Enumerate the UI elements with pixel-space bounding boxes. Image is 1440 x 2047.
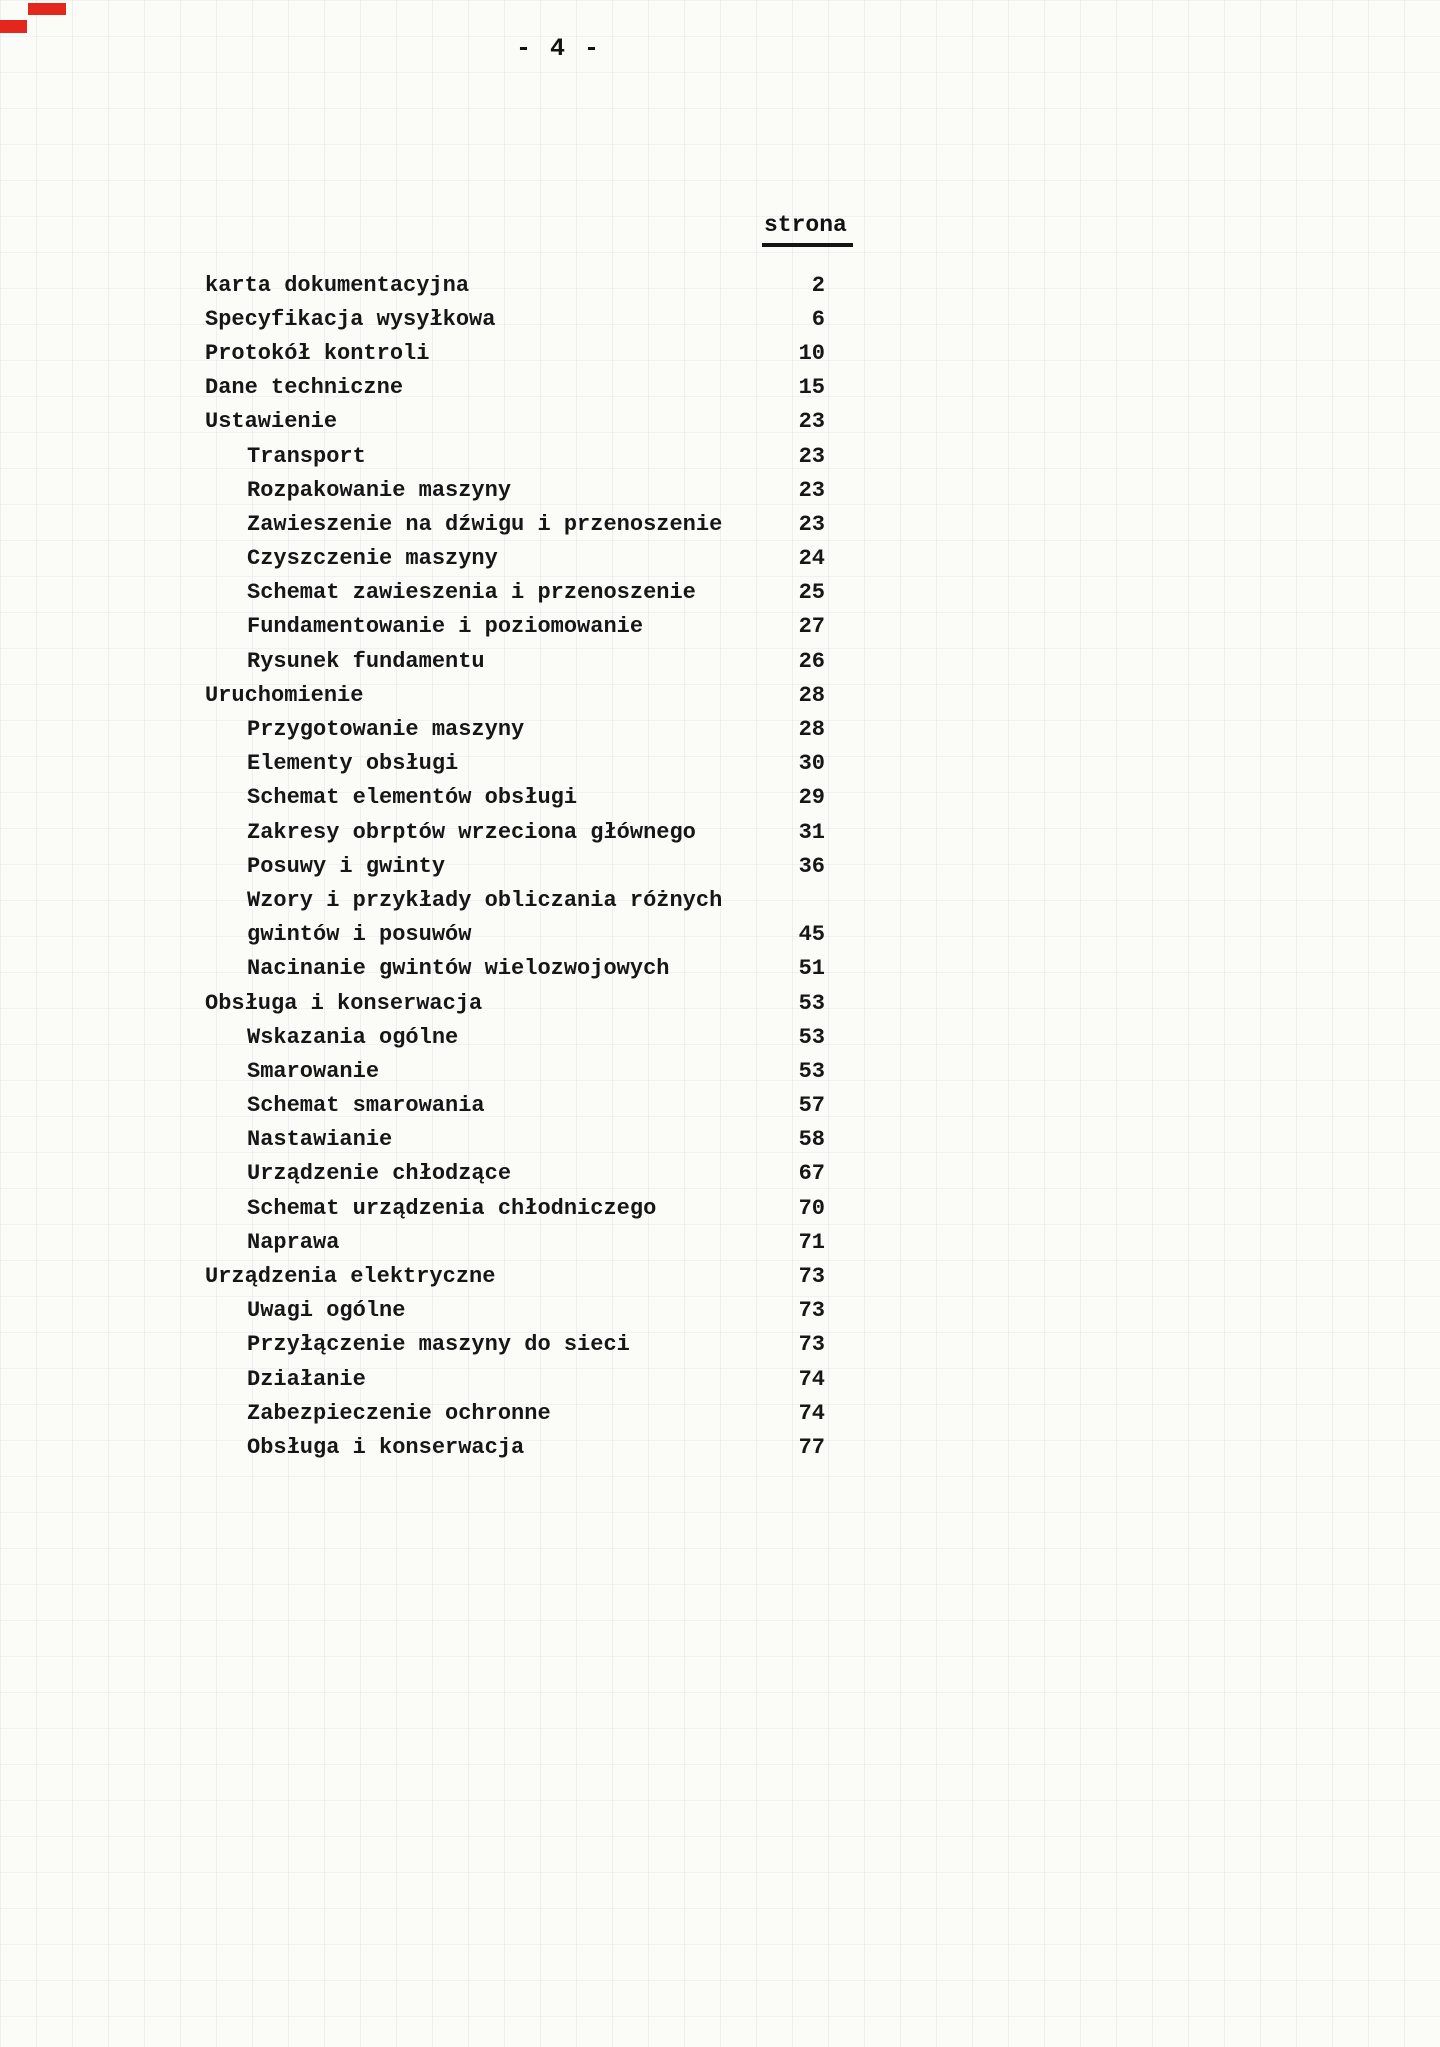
toc-entry (205, 747, 825, 781)
toc-entry (205, 1157, 825, 1191)
toc-entry-page: 15 (798, 375, 825, 401)
toc-entry-label: Rozpakowanie maszyny (247, 477, 512, 503)
toc-entry-label: Rysunek fundamentu (247, 648, 485, 674)
toc-entry-page: 29 (798, 785, 825, 811)
toc-entry (205, 1430, 825, 1464)
toc-entry (205, 1328, 825, 1362)
toc-entry-label: Urządzenie chłodzące (247, 1161, 512, 1187)
toc-entry-label: Specyfikacja wysyłkowa (205, 306, 496, 332)
toc-entry-page: 23 (798, 443, 825, 469)
toc-entry-page: 2 (811, 272, 825, 298)
toc-entry-label: Uwagi ogólne (247, 1298, 406, 1324)
toc-entry-label: gwintów i posuwów (247, 922, 472, 948)
toc-entry-label: Zakresy obrptów wrzeciona głównego (247, 819, 696, 845)
toc-entry-label: Działanie (247, 1366, 366, 1392)
toc-entry-label: Smarowanie (247, 1058, 380, 1084)
toc-entry-page: 27 (798, 614, 825, 640)
toc-entry-label: Wskazania ogólne (247, 1024, 459, 1050)
page-number-header: - 4 - (516, 34, 602, 63)
toc-entry-page: 28 (798, 682, 825, 708)
toc-entry-page: 70 (798, 1195, 825, 1221)
toc-entry-label: Fundamentowanie i poziomowanie (247, 614, 644, 640)
toc-entry (205, 986, 825, 1020)
toc-entry-page: 74 (798, 1366, 825, 1392)
toc-entry (205, 576, 825, 610)
toc-entry-page: 23 (798, 477, 825, 503)
toc-entry (205, 405, 825, 439)
toc-entry (205, 542, 825, 576)
toc-entry-page: 25 (798, 580, 825, 606)
toc-entry-page: 45 (798, 922, 825, 948)
toc-entry (205, 1020, 825, 1054)
toc-entry-page: 74 (798, 1400, 825, 1426)
toc-entry (205, 1225, 825, 1259)
toc-entry (205, 952, 825, 986)
toc-entry-label: Posuwy i gwinty (247, 853, 446, 879)
toc-entry-label: Schemat smarowania (247, 1093, 485, 1119)
toc-entry-label: Elementy obsługi (247, 751, 459, 777)
toc-entry-page: 73 (798, 1332, 825, 1358)
toc-entry (205, 439, 825, 473)
toc-column-header-strona: strona (762, 212, 853, 247)
toc-entry-label: Naprawa (247, 1229, 340, 1255)
toc-entry (205, 610, 825, 644)
toc-entry (205, 644, 825, 678)
toc-entry-page: 53 (798, 990, 825, 1016)
toc-entry (205, 1362, 825, 1396)
toc-entry-page: 23 (798, 511, 825, 537)
toc-entry-page: 53 (798, 1024, 825, 1050)
toc-entry (205, 678, 825, 712)
toc-entry (205, 712, 825, 746)
toc-entry (205, 371, 825, 405)
toc-entry-page: 71 (798, 1229, 825, 1255)
toc-entry-label: Schemat elementów obsługi (247, 785, 578, 811)
toc-entry (205, 1089, 825, 1123)
toc-entry-label: Ustawienie (205, 409, 338, 435)
toc-list (205, 268, 825, 1465)
toc-entry-page: 24 (798, 546, 825, 572)
toc-entry-label: karta dokumentacyjna (205, 272, 470, 298)
toc-entry-page: 57 (798, 1093, 825, 1119)
toc-entry (205, 1054, 825, 1088)
toc-entry-page: 10 (798, 340, 825, 366)
toc-entry-label: Transport (247, 443, 366, 469)
toc-entry-label: Dane techniczne (205, 375, 404, 401)
toc-entry-page: 53 (798, 1058, 825, 1084)
toc-entry-label: Urządzenia elektryczne (205, 1264, 496, 1290)
toc-entry (205, 507, 825, 541)
toc-entry-page: 28 (798, 717, 825, 743)
toc-entry (205, 781, 825, 815)
toc-entry (205, 302, 825, 336)
toc-entry (205, 883, 825, 917)
toc-entry-page: 6 (811, 306, 825, 332)
toc-entry-label: Obsługa i konserwacja (247, 1434, 525, 1460)
toc-entry-label: Uruchomienie (205, 682, 364, 708)
toc-entry-label: Czyszczenie maszyny (247, 546, 498, 572)
red-scan-mark-top (28, 3, 66, 15)
toc-entry (205, 918, 825, 952)
toc-entry (205, 1396, 825, 1430)
toc-entry (205, 1191, 825, 1225)
toc-entry (205, 1259, 825, 1293)
toc-entry-label: Obsługa i konserwacja (205, 990, 483, 1016)
toc-entry-page: 26 (798, 648, 825, 674)
toc-entry (205, 336, 825, 370)
toc-entry-label: Schemat urządzenia chłodniczego (247, 1195, 657, 1221)
toc-entry-label: Protokół kontroli (205, 340, 430, 366)
toc-entry-page: 73 (798, 1264, 825, 1290)
toc-entry-page: 58 (798, 1127, 825, 1153)
toc-entry-page: 77 (798, 1434, 825, 1460)
toc-entry-page: 51 (798, 956, 825, 982)
toc-entry (205, 1294, 825, 1328)
toc-entry-label: Przygotowanie maszyny (247, 717, 525, 743)
toc-entry (205, 815, 825, 849)
toc-entry-label: Wzory i przykłady obliczania różnych (247, 887, 723, 913)
toc-entry (205, 268, 825, 302)
toc-entry-label: Nastawianie (247, 1127, 393, 1153)
toc-entry-page: 30 (798, 751, 825, 777)
toc-entry-label: Nacinanie gwintów wielozwojowych (247, 956, 670, 982)
toc-entry-label: Przyłączenie maszyny do sieci (247, 1332, 630, 1358)
toc-entry-label: Zabezpieczenie ochronne (247, 1400, 551, 1426)
toc-entry-page: 23 (798, 409, 825, 435)
toc-entry-page: 31 (798, 819, 825, 845)
toc-entry-page: 67 (798, 1161, 825, 1187)
toc-entry (205, 473, 825, 507)
toc-entry (205, 849, 825, 883)
toc-entry (205, 1123, 825, 1157)
toc-entry-page: 36 (798, 853, 825, 879)
toc-entry-label: Schemat zawieszenia i przenoszenie (247, 580, 696, 606)
red-scan-mark-left (0, 20, 27, 33)
toc-entry-label: Zawieszenie na dźwigu i przenoszenie (247, 511, 723, 537)
toc-entry-page: 73 (798, 1298, 825, 1324)
